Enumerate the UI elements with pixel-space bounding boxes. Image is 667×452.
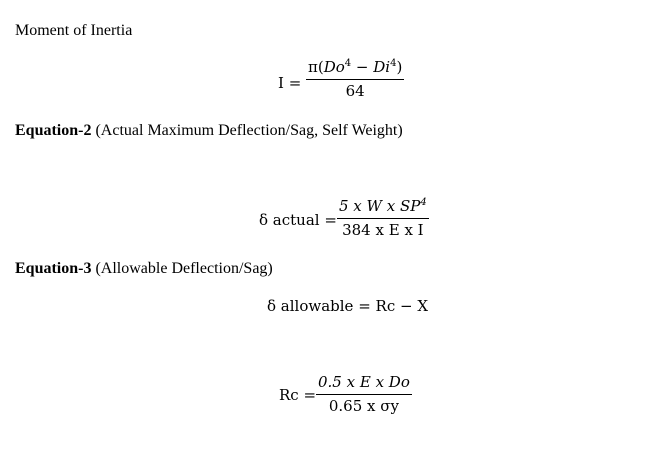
section-title: Moment of Inertia	[15, 22, 133, 39]
equation3-description: (Allowable Deflection/Sag)	[95, 260, 273, 277]
equation2-numerator-text: 5 x W x SP	[339, 197, 421, 215]
equation2-fraction	[337, 199, 429, 238]
equation3-label: Equation-3	[15, 260, 92, 277]
equation2-label: Equation-2	[15, 122, 92, 139]
rc-eq-denominator: 0.65 x σy	[328, 397, 399, 415]
moment-eq-denominator: 64	[345, 82, 365, 100]
equation2-numerator-exp: 4	[420, 197, 427, 208]
moment-eq-fraction	[306, 60, 404, 99]
allowable-deflection-eq: δ allowable = Rc − X	[267, 297, 429, 315]
moment-eq-di: Di	[373, 58, 391, 76]
rc-eq-fraction	[316, 375, 412, 414]
moment-eq-do: Do	[323, 58, 345, 76]
equation2-lhs: δ actual =	[259, 211, 337, 229]
moment-eq-pi: π(	[308, 58, 324, 76]
moment-eq-minus: −	[351, 58, 374, 76]
equation3-heading	[15, 261, 273, 277]
equation2-numerator	[337, 199, 429, 218]
moment-eq-close: )	[396, 58, 403, 76]
equation2-denominator: 384 x E x I	[342, 221, 424, 239]
moment-eq-di-exp: 4	[390, 58, 397, 69]
equation2-description: (Actual Maximum Deflection/Sag, Self Weight)	[95, 122, 403, 139]
moment-eq-numerator	[306, 60, 404, 79]
moment-eq-lhs: I =	[278, 74, 302, 92]
equation2-heading	[15, 123, 403, 139]
moment-eq-do-exp: 4	[344, 58, 352, 69]
rc-eq-lhs: Rc =	[279, 386, 317, 404]
rc-eq-numerator: 0.5 x E x Do	[318, 373, 410, 391]
